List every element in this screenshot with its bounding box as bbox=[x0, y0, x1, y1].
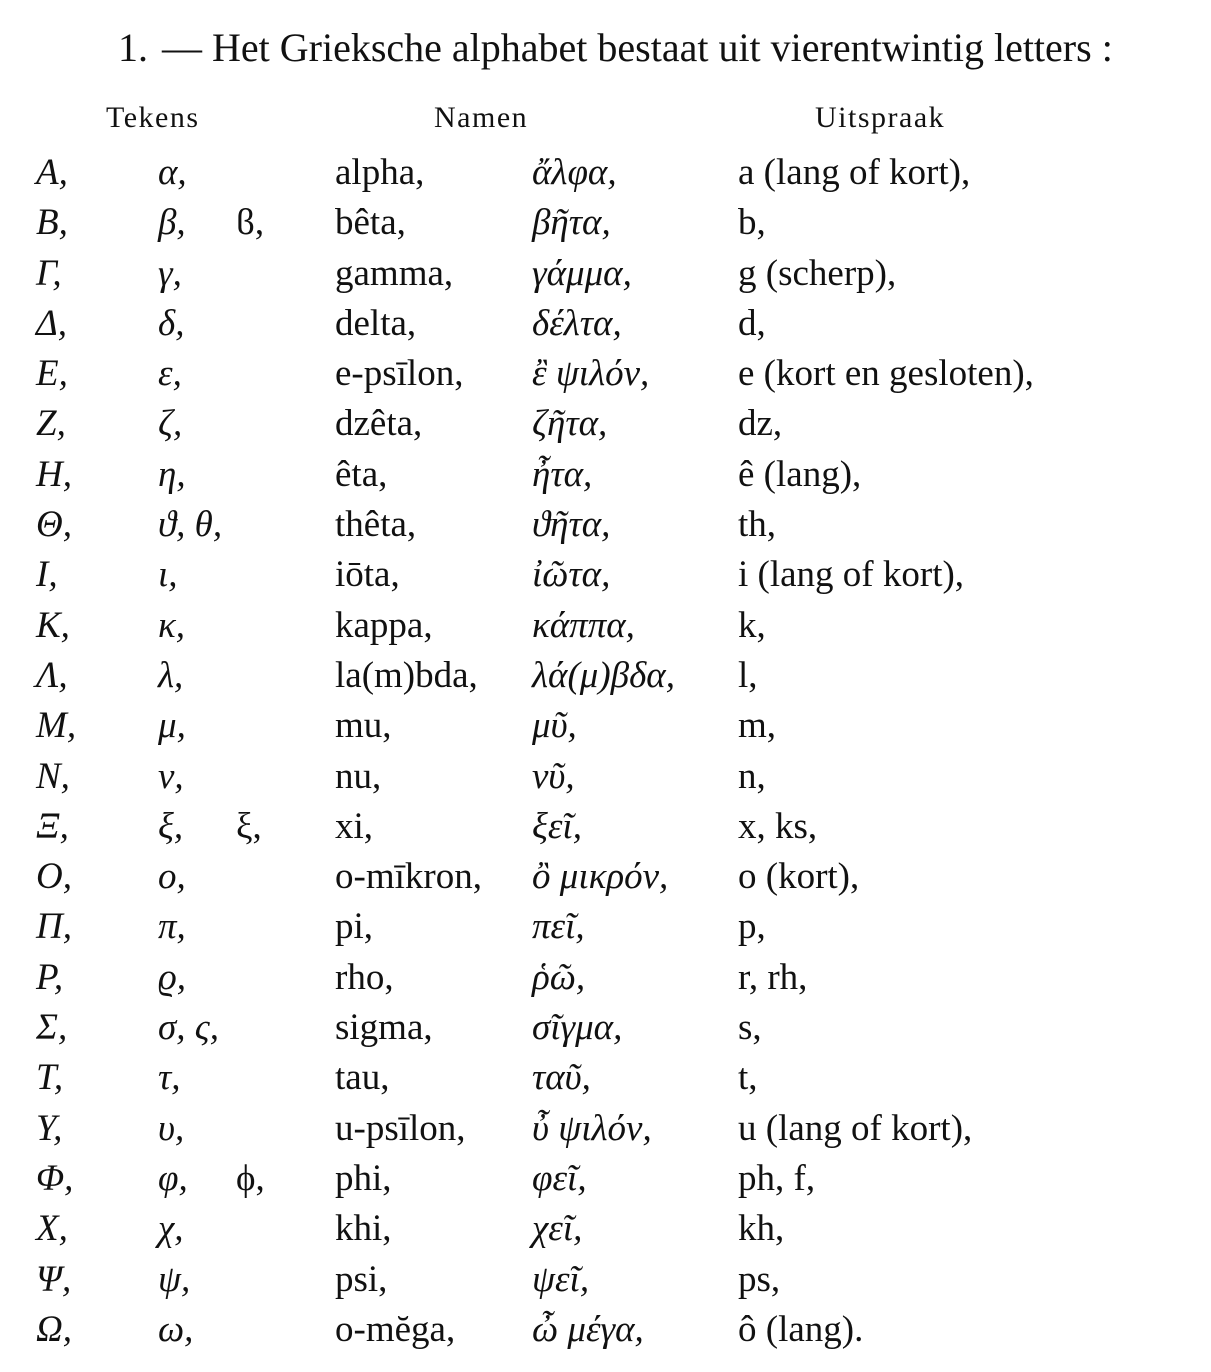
lowercase-letter: ε, bbox=[158, 353, 182, 395]
uppercase-letter: Δ, bbox=[36, 302, 67, 344]
lowercase-letter: λ, bbox=[158, 654, 184, 696]
lowercase-letter: φ, bbox=[158, 1157, 188, 1199]
name-greek: μῦ, bbox=[532, 705, 577, 747]
pronunciation: i (lang of kort), bbox=[738, 554, 965, 596]
name-greek: πεῖ, bbox=[532, 906, 585, 948]
name-greek: ἦτα, bbox=[532, 453, 593, 495]
lowercase-letter: τ, bbox=[158, 1057, 181, 1099]
table-row bbox=[0, 349, 1211, 399]
variant-letter: ξ, bbox=[236, 805, 262, 847]
lowercase-letter: ι, bbox=[158, 554, 178, 596]
name-greek: χεῖ, bbox=[532, 1208, 583, 1250]
name-greek: ξεῖ, bbox=[532, 805, 582, 847]
name-latin: rho, bbox=[335, 956, 394, 998]
pronunciation: dz, bbox=[738, 403, 783, 445]
table-row bbox=[0, 1053, 1211, 1103]
pronunciation: o (kort), bbox=[738, 856, 860, 898]
name-greek: λά(μ)βδα, bbox=[532, 654, 675, 696]
name-greek: νῦ, bbox=[532, 755, 575, 797]
table-row bbox=[0, 1154, 1211, 1204]
table-row bbox=[0, 1255, 1211, 1305]
pronunciation: b, bbox=[738, 202, 766, 244]
table-row bbox=[0, 852, 1211, 902]
lowercase-letter: α, bbox=[158, 152, 187, 193]
name-latin: sigma, bbox=[335, 1007, 433, 1049]
uppercase-letter: I, bbox=[36, 554, 58, 596]
lowercase-letter: π, bbox=[158, 906, 186, 948]
uppercase-letter: Ψ, bbox=[36, 1258, 72, 1300]
column-header-tekens: Tekens bbox=[106, 101, 200, 134]
lowercase-letter: δ, bbox=[158, 302, 185, 344]
table-row bbox=[0, 1104, 1211, 1154]
name-latin: gamma, bbox=[335, 252, 454, 294]
table-row bbox=[0, 249, 1211, 299]
name-latin: êta, bbox=[335, 453, 388, 495]
name-latin: iōta, bbox=[335, 554, 400, 596]
name-greek: δέλτα, bbox=[532, 302, 622, 344]
name-greek: γάμμα, bbox=[532, 252, 632, 294]
table-row bbox=[0, 148, 1211, 198]
lowercase-letter: σ, ς, bbox=[158, 1007, 220, 1049]
table-row bbox=[0, 550, 1211, 600]
name-latin: o-mĕga, bbox=[335, 1308, 456, 1350]
lowercase-letter: ϑ, θ, bbox=[158, 504, 223, 546]
name-latin: dzêta, bbox=[335, 403, 423, 445]
name-latin: khi, bbox=[335, 1208, 392, 1250]
name-latin: delta, bbox=[335, 302, 417, 344]
pronunciation: l, bbox=[738, 654, 758, 696]
name-greek: βῆτα, bbox=[532, 202, 611, 244]
uppercase-letter: Φ, bbox=[36, 1157, 74, 1199]
pronunciation: k, bbox=[738, 604, 766, 646]
table-row bbox=[0, 1204, 1211, 1254]
name-greek: ὖ ψιλόν, bbox=[532, 1107, 652, 1149]
name-latin: phi, bbox=[335, 1157, 392, 1199]
table-row bbox=[0, 651, 1211, 701]
uppercase-letter: K, bbox=[36, 604, 70, 646]
uppercase-letter: Z, bbox=[36, 403, 66, 445]
name-greek: ῥῶ, bbox=[532, 956, 586, 998]
pronunciation: r, rh, bbox=[738, 956, 808, 998]
pronunciation: u (lang of kort), bbox=[738, 1107, 973, 1149]
name-greek: σῖγμα, bbox=[532, 1007, 623, 1049]
name-greek: ὦ μέγα, bbox=[532, 1308, 644, 1350]
name-latin: la(m)bda, bbox=[335, 654, 478, 696]
uppercase-letter: Π, bbox=[36, 906, 72, 948]
name-latin: bêta, bbox=[335, 202, 406, 244]
table-row bbox=[0, 601, 1211, 651]
uppercase-letter: Σ, bbox=[36, 1007, 68, 1049]
section-heading-text: — Het Grieksche alphabet bestaat uit vierentwintig letters : bbox=[162, 25, 1113, 70]
lowercase-letter: ν, bbox=[158, 755, 184, 797]
name-latin: alpha, bbox=[335, 152, 425, 193]
table-row bbox=[0, 701, 1211, 751]
variant-letter: ϕ, bbox=[236, 1157, 265, 1199]
name-greek: φεῖ, bbox=[532, 1157, 587, 1199]
table-row bbox=[0, 299, 1211, 349]
name-latin: psi, bbox=[335, 1258, 388, 1300]
name-latin: u-psīlon, bbox=[335, 1107, 466, 1149]
column-header-namen: Namen bbox=[434, 101, 529, 134]
name-greek: ὂ μικρόν, bbox=[532, 856, 669, 898]
name-greek: ἄλφα, bbox=[532, 152, 617, 193]
table-row bbox=[0, 198, 1211, 248]
uppercase-letter: E, bbox=[36, 353, 68, 395]
name-latin: e-psīlon, bbox=[335, 353, 464, 395]
name-greek: ϑῆτα, bbox=[532, 504, 611, 546]
table-row bbox=[0, 500, 1211, 550]
pronunciation: a (lang of kort), bbox=[738, 152, 971, 193]
uppercase-letter: Ξ, bbox=[36, 805, 69, 847]
name-latin: o-mīkron, bbox=[335, 856, 482, 898]
uppercase-letter: Ω, bbox=[36, 1308, 73, 1350]
pronunciation: ô (lang). bbox=[738, 1308, 864, 1350]
name-greek: ταῦ, bbox=[532, 1057, 591, 1099]
lowercase-letter: ο, bbox=[158, 856, 186, 898]
name-greek: κάππα, bbox=[532, 604, 635, 646]
lowercase-letter: κ, bbox=[158, 604, 186, 646]
table-row bbox=[0, 399, 1211, 449]
table-row bbox=[0, 902, 1211, 952]
table-row bbox=[0, 752, 1211, 802]
uppercase-letter: M, bbox=[36, 705, 77, 747]
lowercase-letter: μ, bbox=[158, 705, 186, 747]
lowercase-letter: χ, bbox=[158, 1208, 184, 1250]
lowercase-letter: γ, bbox=[158, 252, 182, 294]
lowercase-letter: ϱ, bbox=[158, 956, 187, 998]
lowercase-letter: ω, bbox=[158, 1308, 194, 1350]
name-greek: ζῆτα, bbox=[532, 403, 608, 445]
uppercase-letter: N, bbox=[36, 755, 70, 797]
pronunciation: x, ks, bbox=[738, 805, 818, 847]
lowercase-letter: ξ, bbox=[158, 805, 184, 847]
pronunciation: m, bbox=[738, 705, 777, 747]
table-row bbox=[0, 450, 1211, 500]
section-number: 1. bbox=[118, 25, 148, 70]
uppercase-letter: H, bbox=[36, 453, 72, 495]
table-row bbox=[0, 802, 1211, 852]
lowercase-letter: ζ, bbox=[158, 403, 183, 445]
variant-letter: ϐ, bbox=[236, 202, 265, 244]
pronunciation: e (kort en gesloten), bbox=[738, 353, 1034, 395]
name-latin: pi, bbox=[335, 906, 374, 948]
column-header-uitspraak: Uitspraak bbox=[815, 101, 946, 134]
uppercase-letter: O, bbox=[36, 856, 72, 898]
table-row bbox=[0, 953, 1211, 1003]
pronunciation: s, bbox=[738, 1007, 762, 1049]
name-latin: nu, bbox=[335, 755, 382, 797]
lowercase-letter: υ, bbox=[158, 1107, 185, 1149]
pronunciation: d, bbox=[738, 302, 766, 344]
name-latin: tau, bbox=[335, 1057, 390, 1099]
name-latin: xi, bbox=[335, 805, 374, 847]
name-greek: ἒ ψιλόν, bbox=[532, 353, 650, 395]
pronunciation: ê (lang), bbox=[738, 453, 862, 495]
pronunciation: n, bbox=[738, 755, 766, 797]
table-row bbox=[0, 1003, 1211, 1053]
pronunciation: p, bbox=[738, 906, 766, 948]
pronunciation: ph, f, bbox=[738, 1157, 816, 1199]
uppercase-letter: B, bbox=[36, 202, 68, 244]
pronunciation: ps, bbox=[738, 1258, 781, 1300]
uppercase-letter: P, bbox=[36, 956, 64, 998]
uppercase-letter: Λ, bbox=[36, 654, 68, 696]
name-latin: mu, bbox=[335, 705, 392, 747]
uppercase-letter: A, bbox=[36, 152, 68, 193]
uppercase-letter: T, bbox=[36, 1057, 64, 1099]
pronunciation: th, bbox=[738, 504, 777, 546]
pronunciation: g (scherp), bbox=[738, 252, 897, 294]
uppercase-letter: X, bbox=[36, 1208, 68, 1250]
name-greek: ψεῖ, bbox=[532, 1258, 590, 1300]
name-greek: ἰῶτα, bbox=[532, 554, 611, 596]
name-latin: kappa, bbox=[335, 604, 433, 646]
lowercase-letter: ψ, bbox=[158, 1258, 191, 1300]
uppercase-letter: Γ, bbox=[36, 252, 62, 294]
section-heading bbox=[118, 22, 1113, 74]
pronunciation: t, bbox=[738, 1057, 758, 1099]
uppercase-letter: Θ, bbox=[36, 504, 72, 546]
name-latin: thêta, bbox=[335, 504, 417, 546]
alphabet-table bbox=[0, 148, 1211, 1355]
lowercase-letter: η, bbox=[158, 453, 186, 495]
uppercase-letter: Y, bbox=[36, 1107, 63, 1149]
pronunciation: kh, bbox=[738, 1208, 785, 1250]
lowercase-letter: β, bbox=[158, 202, 186, 244]
table-row bbox=[0, 1305, 1211, 1355]
